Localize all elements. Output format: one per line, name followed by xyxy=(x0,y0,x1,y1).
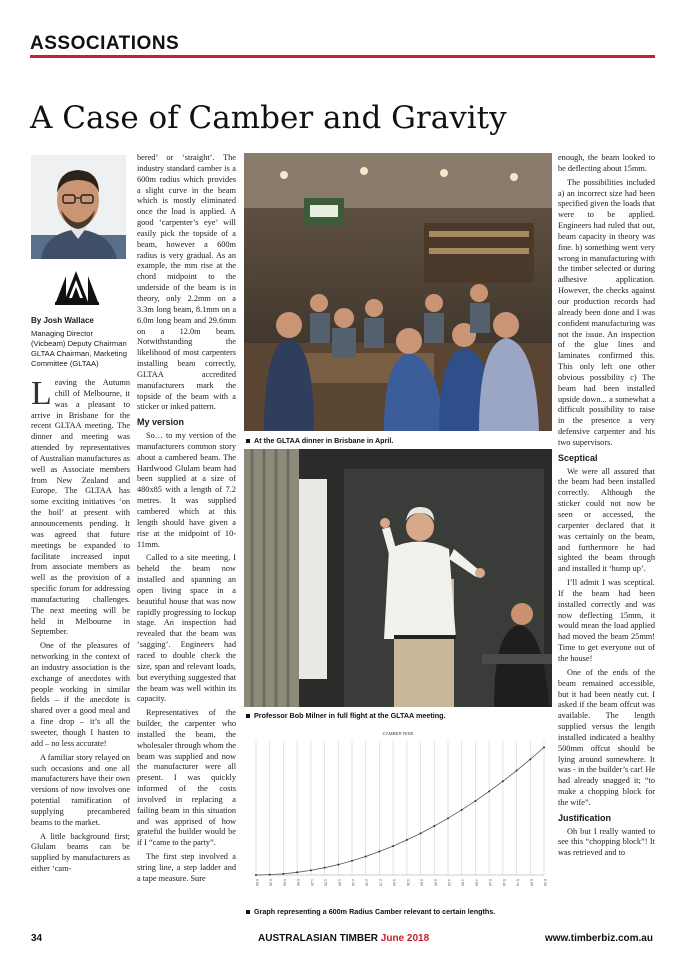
x-tick-label: 3.60 xyxy=(419,879,424,886)
x-tick-label: 6.00 xyxy=(529,879,534,886)
x-tick-label: 3.00 xyxy=(392,879,397,886)
x-tick-label: 0.60 xyxy=(282,879,287,886)
page-number: 34 xyxy=(31,933,43,944)
x-tick-label: 3.90 xyxy=(433,879,438,886)
article-paragraph: So… to my version of the manufacturers common story about a cambered beam. The Hardwood Glulam beam had been supplied at a size of 480x85 with a length of 7.2 metres. It was supplied cambered which at this length should have given a rise at the midpoint of 10-11mm. xyxy=(137,431,236,549)
data-point xyxy=(392,845,394,847)
photo-gltaa-dinner xyxy=(244,153,552,431)
caption-text: At the GLTAA dinner in Brisbane in April. xyxy=(254,436,394,445)
publication-footer xyxy=(258,933,429,944)
caption-graph xyxy=(246,907,495,916)
data-point xyxy=(378,850,380,852)
article-column-2 xyxy=(137,153,236,918)
article-paragraph: I’ll admit I was sceptical. If the beam had been installed correctly and was now deflecting 15mm, it would mean the load applied had moved the beam 25mm! Time to get everyone out of the house! xyxy=(558,578,655,663)
subheading: My version xyxy=(137,417,185,428)
data-point xyxy=(433,825,435,827)
caption-photo-2 xyxy=(246,711,446,720)
caption-bullet xyxy=(246,910,250,914)
article-paragraph: We were all assured that the beam had been installed correctly. Although the sticker could not now be seen or accessed, the carpenter declared that it was certainly on the beam, and furthermore he had sighted the beam through and installed it ‘hump up’. xyxy=(558,466,655,574)
x-tick-label: 3.30 xyxy=(405,879,410,886)
data-point xyxy=(420,832,422,834)
issue-date: June 2018 xyxy=(380,933,430,944)
caption-photo-1 xyxy=(246,436,393,445)
article-paragraph: Oh but I really wanted to see this “chopping block”! It was retrieved and to xyxy=(558,826,655,858)
caption-text: Graph representing a 600m Radius Camber relevant to certain lengths. xyxy=(254,907,496,916)
x-tick-label: 1.20 xyxy=(309,879,314,886)
x-tick-label: 0.90 xyxy=(296,879,301,886)
data-point xyxy=(296,871,298,873)
drop-cap: L xyxy=(31,378,52,412)
camber-graph xyxy=(244,725,552,903)
chart-canvas xyxy=(244,725,552,903)
x-tick-label: 5.70 xyxy=(515,879,520,886)
article-column-1 xyxy=(31,378,130,918)
article-paragraph xyxy=(31,378,130,638)
x-tick-label: 2.40 xyxy=(364,879,369,886)
author-photo xyxy=(31,155,126,259)
gltaa-logo xyxy=(52,268,102,306)
data-point xyxy=(502,780,504,782)
x-tick-label: 2.70 xyxy=(378,879,383,886)
data-point xyxy=(324,867,326,869)
subheading: Sceptical xyxy=(558,452,598,463)
caption-bullet xyxy=(246,714,250,718)
article-paragraph: A familiar story relayed on such occasions and one all manufacturers have their own versions of now involves one potential ramification of supplying precambered beams to the market. xyxy=(31,752,130,827)
byline xyxy=(31,316,129,369)
author-name: By Josh Wallace xyxy=(31,316,94,325)
photo-professor-milner xyxy=(244,449,552,707)
data-point xyxy=(310,869,312,871)
data-point xyxy=(255,874,257,876)
data-point xyxy=(488,790,490,792)
data-point xyxy=(269,874,271,876)
website-link[interactable]: www.timberbiz.com.au xyxy=(545,933,653,944)
data-point xyxy=(406,839,408,841)
data-point xyxy=(461,809,463,811)
caption-bullet xyxy=(246,439,250,443)
article-paragraph: A little background first; Glulam beams can be supplied by manufacturers as either ‘cam- xyxy=(31,831,130,874)
article-headline: A Case of Camber and Gravity xyxy=(30,100,507,136)
data-point xyxy=(474,800,476,802)
data-point xyxy=(529,758,531,760)
article-paragraph: The possibilities included a) an incorrect size had been specified given the loads that were to be applied. Engineers had ruled that out, beam capacity in theory was fine. b) something went very wrong in manufacturing with the timber selected or during adhesive application. However, the checks against our production records had already been done and I was confident manufacturing was not the issue. An inspection of the glue lines and laminates confirmed this. This only left one other obvious possibility c) The beam had been installed upside down... a somewhat a difficult possibility to raise in the presence a very defensive carpenter and his two supervisors. xyxy=(558,177,655,447)
caption-text: Professor Bob Milner in full flight at the GLTAA meeting. xyxy=(254,711,446,720)
section-divider xyxy=(30,55,655,58)
article-paragraph: enough, the beam looked to be deflecting about 15mm. xyxy=(558,153,655,173)
data-point xyxy=(543,746,545,748)
x-tick-label: 4.50 xyxy=(460,879,465,886)
x-tick-label: 0.00 xyxy=(255,879,259,886)
publication-name: AUSTRALASIAN TIMBER xyxy=(258,933,378,944)
article-paragraph: One of the pleasures of networking in the context of an industry association is the exchange of anecdotes with people working in similar fields – if the anecdote is shared over a good meal and a fine drop – it’s all the sweeter, though I hasten to add – no less accurate! xyxy=(31,641,130,748)
x-tick-label: 5.40 xyxy=(501,879,506,886)
article-paragraph: Called to a site meeting, I beheld the beam now installed and spanning an open living space in a beautiful house that was now rapidly progressing to lockup stage. An inspection had revealed that the beam was ‘sagging’. Engineers had raced to double check the size, span and relevant loads, but everything suggested that the beam was well within its capacity. xyxy=(137,553,236,704)
article-paragraph: Representatives of the builder, the carpenter who installed the beam, the wholesaler through whom the beam was supplied and now the manufacturer were all present. I was quickly informed of the costs involved in replacing a failing beam in this situation and was apprised of how grateful the builder would be if I “came to the party”. xyxy=(137,708,236,848)
x-tick-label: 5.10 xyxy=(488,879,493,886)
chart-title: CAMBER RISE xyxy=(382,731,414,736)
x-tick-label: 1.50 xyxy=(323,879,328,886)
article-paragraph: One of the ends of the beam remained accessible, but it had been neatly cut. I asked if the beam offcut was available. The length supplied versus the length installed indicated a healthy 500mm offcut should be lying around somewhere. It was - in the builder’s car! He had already snagged it; “to make a chopping block for the wife”. xyxy=(558,667,655,807)
x-tick-label: 1.80 xyxy=(337,879,342,886)
data-point xyxy=(447,817,449,819)
x-tick-label: 2.10 xyxy=(351,879,355,886)
data-point xyxy=(365,855,367,857)
x-tick-label: 0.30 xyxy=(268,879,273,886)
article-column-4 xyxy=(558,153,655,918)
x-tick-label: 4.80 xyxy=(474,879,479,886)
data-point xyxy=(282,873,284,875)
subheading: Justification xyxy=(558,812,612,823)
x-tick-label: 4.20 xyxy=(447,879,451,886)
x-tick-label: 6.30 xyxy=(543,879,547,886)
author-titles: Managing Director (Vicbeam) Deputy Chairman GLTAA Chairman, Marketing Committee (GLTAA) xyxy=(31,329,127,368)
article-paragraph: bered’ or ‘straight’. The industry standard camber is a 600m radius which provides a slight curve in the beam which is mostly eliminated once the load is applied. A good ‘carpenter’s eye’ will easily pick the topside of a beam, however a 600m radius is very gradual. As an example, the mm rise at the chord midpoint to the underside of the beam is in theory, only 2.2mm on a 3.3m long beam, 8.1mm on a 6.0m long beam and 29.6mm on a 12.0m beam. Notwithstanding the likelihood of most carpenters installing beam correctly, GLTAA accredited manufacturers mark the topside of the beam with a sticker or inked pattern. xyxy=(137,153,236,412)
section-label: ASSOCIATIONS xyxy=(30,33,180,54)
data-point xyxy=(516,770,518,772)
paragraph-text: eaving the Autumn chill of Melbourne, it was a pleasant to arrive in Brisbane for the recent GLTAA meeting. The dinner and meeting was attended by representatives of Australian manufactures as well as Associate members from New Zealand and Europe. The GLTAA has some exciting initiatives ‘on the boil’ at present with announcements pending. It was agreed that future meetings be expanded to facilitate increased input from associate members as well as the provision of a specific forum for addressing manufacturing challenges. The next meeting will be held in Melbourne in September. xyxy=(31,378,130,637)
article-paragraph: The first step involved a string line, a step ladder and a tape measure. Sure xyxy=(137,852,236,883)
data-point xyxy=(351,860,353,862)
data-point xyxy=(337,864,339,866)
